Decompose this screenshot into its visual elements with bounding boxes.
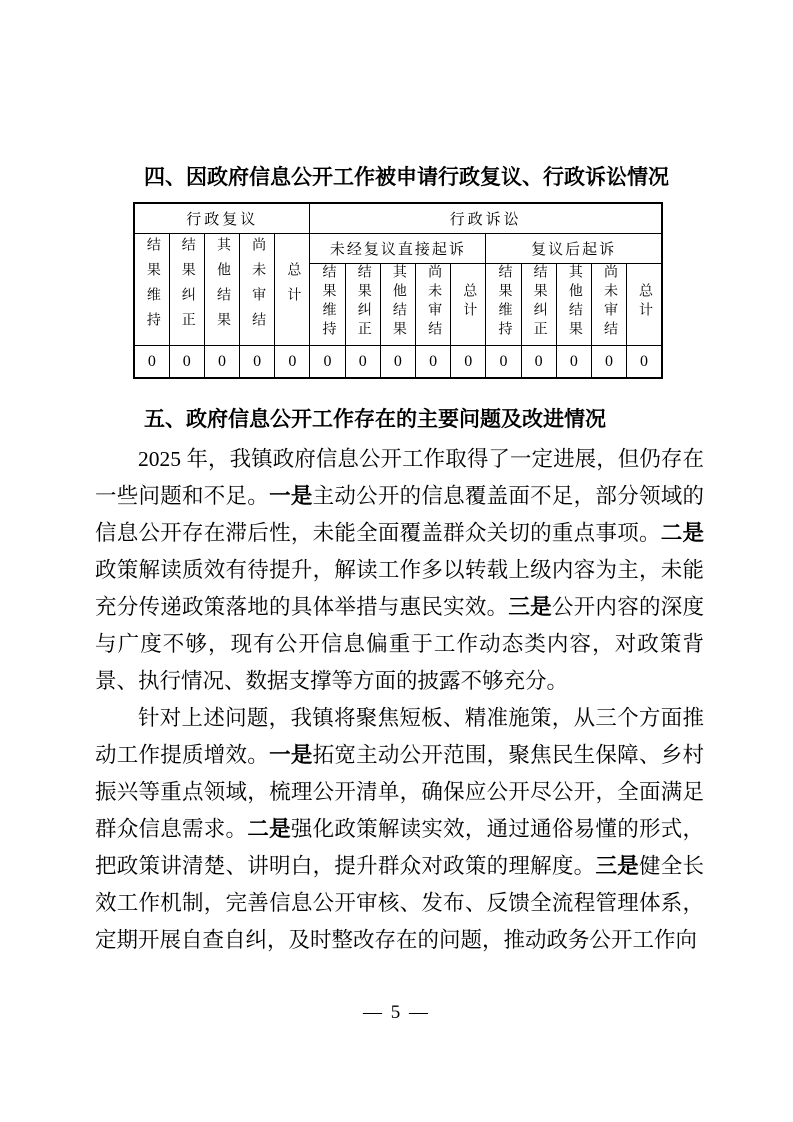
bold-run-in: 二是 xyxy=(247,817,291,841)
column-header-cell xyxy=(556,264,591,346)
column-header-cell xyxy=(240,234,275,346)
page-number: — 5 — xyxy=(363,1002,430,1023)
group-header-administrative-review: 行政复议 xyxy=(134,203,310,234)
value-cell: 0 xyxy=(591,346,626,379)
body-paragraph xyxy=(95,700,704,959)
body-text: 强化政策解读实效，通过通俗易懂的形式，把政策讲清楚、讲明白，提升群众对政策的理解度。 xyxy=(95,817,704,878)
value-cell: 0 xyxy=(556,346,591,379)
vertical-header-text: 其他结果 xyxy=(214,237,230,337)
column-header-cell xyxy=(204,234,239,346)
table-group-header-row xyxy=(134,203,662,234)
value-cell: 0 xyxy=(240,346,275,379)
table-values-row xyxy=(134,346,662,379)
column-header-cell xyxy=(416,264,451,346)
vertical-header-text: 尚未审结 xyxy=(602,264,618,340)
column-header-cell xyxy=(591,264,626,346)
vertical-header-text: 尚未审结 xyxy=(426,264,442,340)
bold-run-in: 一是 xyxy=(269,743,313,767)
bold-run-in: 二是 xyxy=(660,521,704,545)
column-header-cell xyxy=(451,264,486,346)
value-cell: 0 xyxy=(521,346,556,379)
column-header-cell xyxy=(275,234,310,346)
vertical-header-text: 结果维持 xyxy=(144,237,160,337)
vertical-header-text: 结果纠正 xyxy=(531,264,547,340)
body-text: 公开内容的深度与广度不够，现有公开信息偏重于工作动态类内容，对政策背景、执行情况、数据支撑等方面的披露不够充分。 xyxy=(95,595,704,693)
subgroup-header-lawsuit-after-review: 复议后起诉 xyxy=(486,234,662,264)
value-cell: 0 xyxy=(275,346,310,379)
section5-paragraphs xyxy=(95,441,704,959)
value-cell: 0 xyxy=(345,346,380,379)
vertical-header-text: 结果维持 xyxy=(496,264,512,340)
group-header-administrative-litigation: 行政诉讼 xyxy=(310,203,662,234)
review-litigation-table xyxy=(133,202,663,379)
review-litigation-table-wrap xyxy=(133,202,663,379)
column-header-cell xyxy=(521,264,556,346)
vertical-header-text: 总计 xyxy=(461,283,477,321)
body-text: 政策解读质效有待提升，解读工作多以转载上级内容为主，未能充分传递政策落地的具体举措与惠民实效。 xyxy=(95,558,704,619)
body-text: 针对上述问题，我镇将聚焦短板、精准施策，从三个方面推动工作提质增效。 xyxy=(95,706,704,767)
column-header-cell xyxy=(486,264,521,346)
section4-heading: 四、因政府信息公开工作被申请行政复议、行政诉讼情况 xyxy=(144,166,669,189)
column-header-cell xyxy=(134,234,169,346)
vertical-header-text: 结果纠正 xyxy=(179,237,195,337)
vertical-header-text: 其他结果 xyxy=(566,264,582,340)
value-cell: 0 xyxy=(380,346,415,379)
value-cell: 0 xyxy=(204,346,239,379)
vertical-header-text: 总计 xyxy=(637,283,652,321)
value-cell: 0 xyxy=(169,346,204,379)
vertical-header-text: 总计 xyxy=(285,262,301,312)
body-text: 拓宽主动公开范围，聚焦民生保障、乡村振兴等重点领域，梳理公开清单，确保应公开尽公开，全面满足群众信息需求。 xyxy=(95,743,704,841)
value-cell: 0 xyxy=(451,346,486,379)
vertical-header-text: 其他结果 xyxy=(390,264,406,340)
table-subgroup-header-row xyxy=(134,234,662,264)
bold-run-in: 三是 xyxy=(508,595,552,619)
value-cell: 0 xyxy=(486,346,521,379)
body-paragraph xyxy=(95,441,704,700)
bold-run-in: 三是 xyxy=(595,854,639,878)
section5-heading: 五、政府信息公开工作存在的主要问题及改进情况 xyxy=(144,408,606,431)
value-cell: 0 xyxy=(134,346,169,379)
value-cell: 0 xyxy=(416,346,451,379)
column-header-cell xyxy=(169,234,204,346)
vertical-header-text: 结果纠正 xyxy=(355,264,371,340)
column-header-cell xyxy=(345,264,380,346)
vertical-header-text: 尚未审结 xyxy=(250,237,266,337)
body-text: 健全长效工作机制，完善信息公开审核、发布、反馈全流程管理体系，定期开展自查自纠，及时整改存在的问题，推动政务公开工作向 xyxy=(95,854,704,952)
value-cell: 0 xyxy=(627,346,662,379)
bold-run-in: 一是 xyxy=(269,484,313,508)
body-text: 2025 年，我镇政府信息公开工作取得了一定进展，但仍存在一些问题和不足。 xyxy=(95,447,704,508)
column-header-cell xyxy=(627,264,662,346)
column-header-cell xyxy=(380,264,415,346)
vertical-header-text: 结果维持 xyxy=(320,264,336,340)
body-text: 主动公开的信息覆盖面不足，部分领域的信息公开存在滞后性，未能全面覆盖群众关切的重点事项。 xyxy=(95,484,704,545)
value-cell: 0 xyxy=(310,346,345,379)
subgroup-header-direct-lawsuit: 未经复议直接起诉 xyxy=(310,234,486,264)
column-header-cell xyxy=(310,264,345,346)
